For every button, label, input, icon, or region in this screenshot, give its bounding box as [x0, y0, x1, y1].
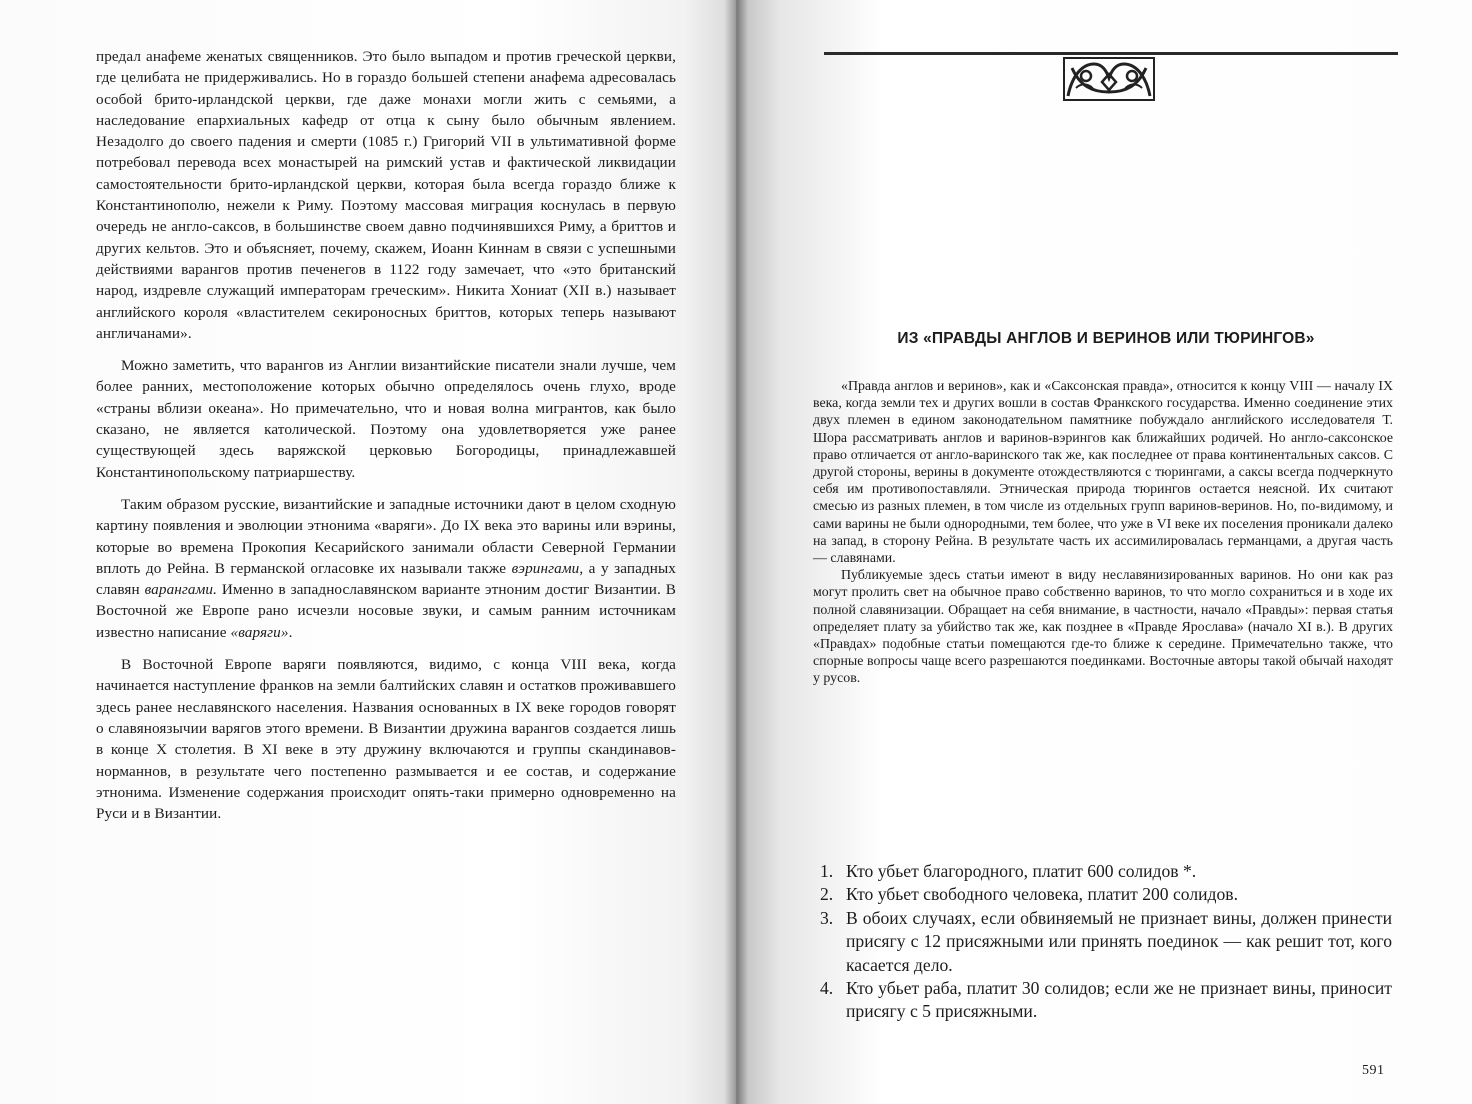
- text-run: Таким образом русские, византийские и западные источники дают в целом сходную картину появления и эволюции этнонима «варяги». До IX века это варины или вэрины, которые во времена Прокопия Кесарийского занимали области Северной Германии вплоть до Рейна. В германской огласовке их называли также: [96, 495, 676, 577]
- article-number: 2.: [820, 884, 834, 905]
- text-run: .: [288, 623, 293, 641]
- left-page-text: [96, 46, 676, 835]
- law-article: [820, 977, 1392, 1024]
- law-article: [820, 883, 1392, 906]
- article-number: 4.: [820, 978, 834, 999]
- italic-term: «варяги»: [230, 623, 289, 641]
- text-run: Можно заметить, что варангов из Англии византийские писатели знали лучше, чем более ранних, местоположение которых обычно определялось очень глухо, вроде «страны вблизи океана». Но примечательно, что и новая волна мигрантов, как было сказано, не является католической. Поэтому она удовлетворяется уже ранее существующей здесь варяжской церковью Богородицы, принадлежавшей Константинопольскому патриаршеству.: [96, 357, 676, 481]
- law-article: [820, 860, 1392, 883]
- intro-paragraph: «Правда англов и веринов», как и «Саксонская правда», относится к концу VIII — началу IX века, когда земли тех и других вошли в состав Франкского государства. Именно соединение этих двух племен в едином законодательном памятнике побуждало английского исследователя Т. Шора рассматривать англов и варинов-вэрингов как ближайших родичей. Но англо-саксонское право отличается от англо-варинского так же, как последнее от права континентальных саксов. С другой стороны, верины в документе отождествляются с тюрингами, а саксы всегда подчеркнуто себя им противопоставляли. Этническая природа тюрингов остается неясной. Их считают смесью из разных племен, в том числе из отдельных групп варинов-веринов. Но, по-видимому, и сами варины не были однородными, тем более, что уже в VI веке их поселения проникали далеко на запад, в сторону Рейна. В результате часть их ассимилировалась германцами, а другая часть — славянами.: [813, 379, 1393, 567]
- article-text: Кто убьет раба, платит 30 солидов; если же не признает вины, приносит присягу с 5 присяжными.: [846, 978, 1392, 1022]
- article-number: 1.: [820, 861, 834, 881]
- left-paragraph: [96, 494, 676, 643]
- left-paragraph: [96, 355, 676, 483]
- italic-term: варангами.: [144, 581, 218, 599]
- article-text: В обоих случаях, если обвиняемый не признает вины, должен принести присягу с 12 присяжными или принять поединок — как решит тот, кого касается дело.: [846, 907, 1392, 975]
- introduction-text: [813, 378, 1393, 688]
- text-run: , а у западных славян: [96, 559, 676, 599]
- law-articles-list: [820, 860, 1392, 1024]
- article-text: Кто убьет свободного человека, платит 200 солидов.: [846, 884, 1239, 905]
- book-gutter: [724, 0, 748, 1104]
- left-paragraph: [96, 654, 676, 824]
- intro-paragraph: Публикуемые здесь статьи имеют в виду неславянизированных варинов. Но они как раз могут пролить свет на обычное право собственно варинов, то что могло сохраниться и в ходе их полной славянизации. Обращает на себя внимание, в частности, начало «Правды»: первая статья определяет плату за убийство так же, как позднее в «Правде Ярослава» (начало XI в.). В других «Правдах» подобные статьи помещаются где-то ближе к середине. Примечательно также, что спорные вопросы чаще всего разрешаются поединками. Восточные авторы такой обычай находят у русов.: [813, 568, 1393, 687]
- text-run: В Восточной Европе варяги появляются, видимо, с конца VIII века, когда начинается наступление франков на земли балтийских славян и остатков проживавшего здесь ранее неславянского населения. Названия основанных в IX веке городов говорят о славяноязычии варягов этого времени. В Византии дружина варангов создается лишь в конце X столетия. В XI веке в эту дружину включаются и группы скандинавов-норманнов, в результате чего постепенно размывается и ее состав, и содержание этнонима. Изменение содержания происходит опять-таки примерно одновременно на Руси и в Византии.: [96, 656, 676, 823]
- italic-term: вэрингами: [511, 559, 580, 577]
- left-paragraph: [96, 46, 676, 344]
- article-text: Кто убьет благородного, платит 600 солидов *.: [846, 861, 1197, 881]
- celtic-knot-ornament-icon: [1062, 56, 1156, 102]
- law-article: [820, 907, 1392, 977]
- page-number: 591: [1362, 1063, 1385, 1078]
- header-rule: [824, 52, 1398, 55]
- article-number: 3.: [820, 907, 834, 928]
- text-run: предал анафеме женатых священников. Это было выпадом и против греческой церкви, где целибата не придерживались. Но в гораздо большей степени анафема адресовалась особой брито-ирландской церкви, где даже монахи могли жить с семьями, а наследование епархиальных кафедр от отца к сыну было обычным явлением. Незадолго до своего падения и смерти (1085 г.) Григорий VII в ультимативной форме потребовал перевода всех монастырей на римский устав и фактической ликвидации самостоятельности брито-ирландской церкви, которая была всегда гораздо ближе к Константинополю, нежели к Риму. Поэтому массовая миграция коснулась в первую очередь не англо-саксов, в большинстве своем давно подчинявшихся Риму, а бриттов и других кельтов. Это и объясняет, почему, скажем, Иоанн Киннам в связи с успешными действиями варангов против печенегов в 1122 году замечает, что «это британский народ, издревле служащий императорам греческим». Никита Хониат (XII в.) называет английского короля «властителем секироносных бриттов, которых теперь называют англичанами».: [96, 48, 676, 342]
- section-heading: ИЗ «ПРАВДЫ АНГЛОВ И ВЕРИНОВ ИЛИ ТЮРИНГОВ»: [897, 330, 1315, 347]
- text-run: Именно в западнославянском варианте этноним достиг Византии. В Восточной же Европе рано исчезли носовые звуки, и самым ранним источникам известно написание: [96, 581, 676, 641]
